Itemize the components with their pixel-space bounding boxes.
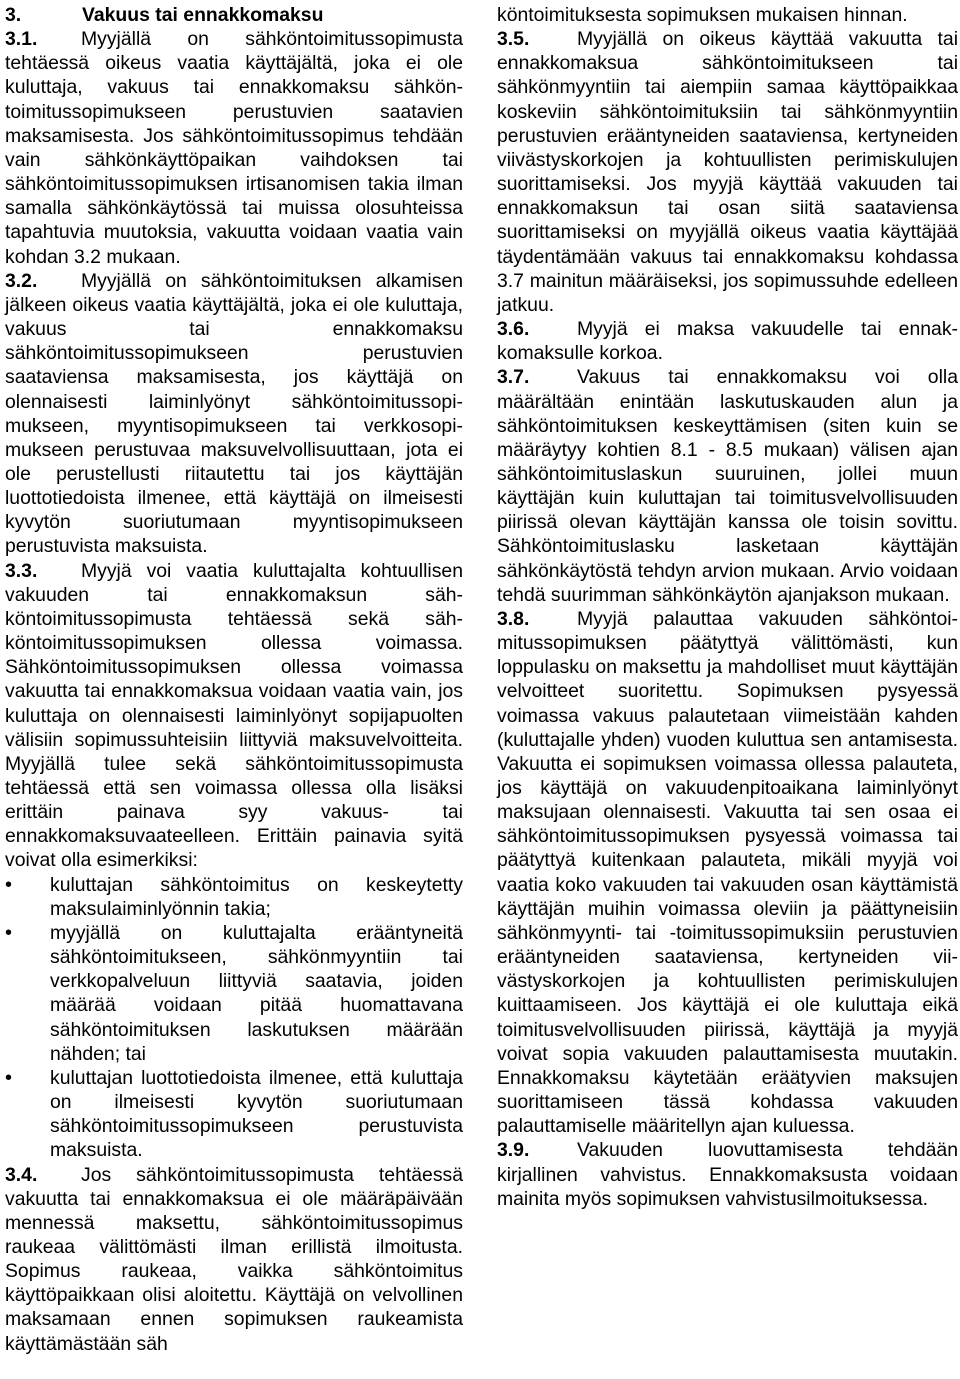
clause-number: 3.6. (497, 318, 530, 341)
list-item (5, 1066, 463, 1163)
clause-3-6 (497, 317, 958, 365)
clause-3-1 (5, 27, 463, 269)
clause-text: Myyjällä on oikeus käyttää vakuutta tai ennakkomaksua sähköntoimitukseen tai sähkönmyyntiin tai aiempiin samaa käyttöpaikkaa koskeviin sähköntoimituksiin tai sähkönmyyntiin perustuvien erääntyneiden saataviensa, kertyneiden viivästyskorkojen ja kohtuullisten perimiskulujen suorittamiseksi. Jos myyjä käyttää vakuuden tai ennakkomaksun tai osan siitä saataviensa suorittamiseksi on myyjällä oikeus vaatia käyttäjää täydentämään vakuus tai ennakkomaksu kohdassa 3.7 mainitun määräiseksi, jos sopimussuhde edelleen jatkuu. (497, 28, 958, 316)
clause-text: Myyjä ei maksa vakuudelle tai ennakkomaksulle korkoa. (497, 318, 958, 365)
clause-3-3 (5, 559, 463, 873)
list-item-text: kuluttajan sähköntoimitus on keskeytetty maksulaiminlyönnin takia; (50, 873, 463, 920)
clause-text: Vakuuden luovuttamisesta tehdään kirjallinen vahvistus. Ennakkomaksusta voidaan mainita myös sopimuksen vahvistusilmoituksessa. (497, 1139, 958, 1210)
list-item (5, 921, 463, 1066)
list-item-text: kuluttajan luottotiedoista ilmenee, että kuluttaja on ilmeisesti kyvytön suoriutumaan sähköntoimitussopimukseen perustuvista maksuista. (50, 1066, 463, 1162)
clause-3-8 (497, 607, 958, 1138)
clause-number: 3.1. (5, 28, 38, 51)
bullet-icon: • (5, 921, 13, 944)
clause-text: Vakuus tai ennakkomaksu voi olla määrältään enintään laskutuskauden alun ja sähköntoimituksen keskeyttämisen (siten kuin se määräytyy kohtien 8.1 - 8.5 mukaan) välisen ajan sähköntoimituslaskun suuruinen, jollei muun käyttäjän kuin kuluttajan tai toimitusvelvollisuuden piirissä olevan käyttäjän kanssa ole toisin sovittu. Sähköntoimituslasku lasketaan käyttäjän sähkönkäytöstä tehdyn arvion mukaan. Arvio voidaan tehdä suurimman sähkönkäytön ajanjakson mukaan. (497, 366, 958, 606)
clause-number: 3.9. (497, 1139, 530, 1162)
clause-text: Myyjällä on sähköntoimitussopimusta tehtäessä oikeus vaatia käyttäjältä, joka ei ole kuluttaja, vakuus tai ennakkomaksu sähköntoimitussopimukseen perustuvien saatavien maksamisesta. Jos sähköntoimitussopimus tehdään vain sähkönkäyttöpaikan vaihdoksen tai sähköntoimitussopimuksen irtisanomisen takia ilman samalla sähkönkäytössä tai muissa olosuhteissa tapahtuvia muutoksia, vakuutta voidaan vaatia vain kohdan 3.2 mukaan. (5, 28, 463, 268)
clause-number: 3.7. (497, 366, 530, 389)
clause-number: 3.3. (5, 559, 38, 582)
right-column (497, 3, 958, 1211)
list-item (5, 873, 463, 921)
clause-3-9 (497, 1138, 958, 1210)
clause-number: 3.2. (5, 269, 38, 292)
clause-3-4-continued: köntoimituksesta sopimuksen mukaisen hinnan. (497, 4, 908, 26)
clause-text: Myyjällä on sähköntoimituksen alkamisen jälkeen oikeus vaatia käyttäjältä, joka ei ole kuluttaja, vakuus tai ennakkomaksu sähköntoimitussopimukseen perustuvien saataviensa maksamisesta, jos käyttäjä on olennaisesti laiminlyönyt sähköntoimitussopimukseen, myyntisopimukseen tai verkkosopimukseen perustuvaa maksuvelvollisuuttaan, jota ei ole perustellusti riitautettu tai jos käyttäjän luottotiedoista ilmenee, että käyttäjä on ilmeisesti kyvytön suoriutumaan myyntisopimukseen perustuvista maksuista. (5, 269, 463, 558)
clause-number: 3.8. (497, 607, 530, 630)
clause-3-7 (497, 365, 958, 607)
clause-text: Myyjä voi vaatia kuluttajalta kohtuullisen vakuuden tai ennakkomaksun sähköntoimitussopimusta tehtäessä sekä sähköntoimitussopimuksen ollessa voimassa. Sähköntoimitussopimuksen ollessa voimassa vakuutta tai ennakkomaksua voidaan vaatia vain, jos kuluttaja on olennaisesti laiminlyönyt sopijapuolten välisiin sopimussuhteisiin liittyviä maksuvelvoitteita. Myyjällä tulee sekä sähköntoimitussopimusta tehtäessä että sen voimassa ollessa olla lisäksi erittäin painava syy vakuus- tai ennakkomaksuvaateelleen. Erittäin painavia syitä voivat olla esimerkiksi: (5, 559, 463, 872)
clause-number: 3.5. (497, 28, 530, 51)
section-title: Vakuus tai ennakkomaksu (82, 4, 324, 26)
clause-3-5 (497, 27, 958, 317)
clause-number: 3.4. (5, 1163, 38, 1186)
clause-3-4 (5, 1163, 463, 1356)
list-item-text: myyjällä on kuluttajalta erääntyneitä sähköntoimitukseen, sähkönmyyntiin tai verkkopalveluun liittyviä saatavia, joiden määrää voidaan pitää huomattavana sähköntoimituksen laskutuksen määrään nähden; tai (50, 921, 463, 1065)
bullet-icon: • (5, 873, 13, 896)
clause-3-2 (5, 269, 463, 559)
section-number: 3. (5, 4, 22, 26)
clause-text: Myyjä palauttaa vakuuden sähköntoimitussopimuksen päätyttyä välittömästi, kun loppulasku on maksettu ja mahdolliset muut käyttäjän velvoitteet suoritettu. Sopimuksen pysyessä voimassa vakuus palautetaan viimeistään kahden (kuluttajalle yhden) vuoden kuluttua sen antamisesta. Vakuutta ei sopimuksen voimassa ollessa palauteta, jos käyttäjä on vakuudenpitoaikana laiminlyönyt maksujaan olennaisesti. Vakuutta tai sen osaa ei sähköntoimitussopimuksen pysyessä voimassa tai päätyttyä kuitenkaan palauteta, mikäli myyjä voi vaatia koko vakuuden tai vakuuden osan käyttämistä käyttäjän muihin voimassa oleviin ja päättyneisiin sähkönmyynti- tai -toimitussopimuksiin perustuvien erääntyneiden saataviensa, kertyneiden viivästyskorkojen ja kohtuullisten perimiskulujen kuittaamiseen. Jos käyttäjä ei ole kuluttaja eikä toimitusvelvollisuuden piirissä, käyttäjä ja myyjä voivat sopia vakuuden palauttamisesta muutakin. Ennakkomaksu käytetään eräätyvien maksujen suorittamiseen tässä kohdassa vakuuden palauttamiselle määritellyn ajan kuluessa. (497, 607, 958, 1138)
clause-text: Jos sähköntoimitussopimusta tehtäessä vakuutta tai ennakkomaksua ei ole määräpäivään mennessä maksettu, sähköntoimitussopimus raukeaa välittömästi ilman erillistä ilmoitusta. Sopimus raukeaa, vaikka sähköntoimitus käyttöpaikkaan olisi aloitettu. Käyttäjä on velvollinen maksamaan ennen sopimuksen raukeamista käyttämästään säh (5, 1163, 463, 1355)
section-heading (5, 3, 463, 27)
bullet-icon: • (5, 1066, 13, 1089)
reasons-list (5, 873, 463, 1163)
left-column (5, 3, 463, 1356)
